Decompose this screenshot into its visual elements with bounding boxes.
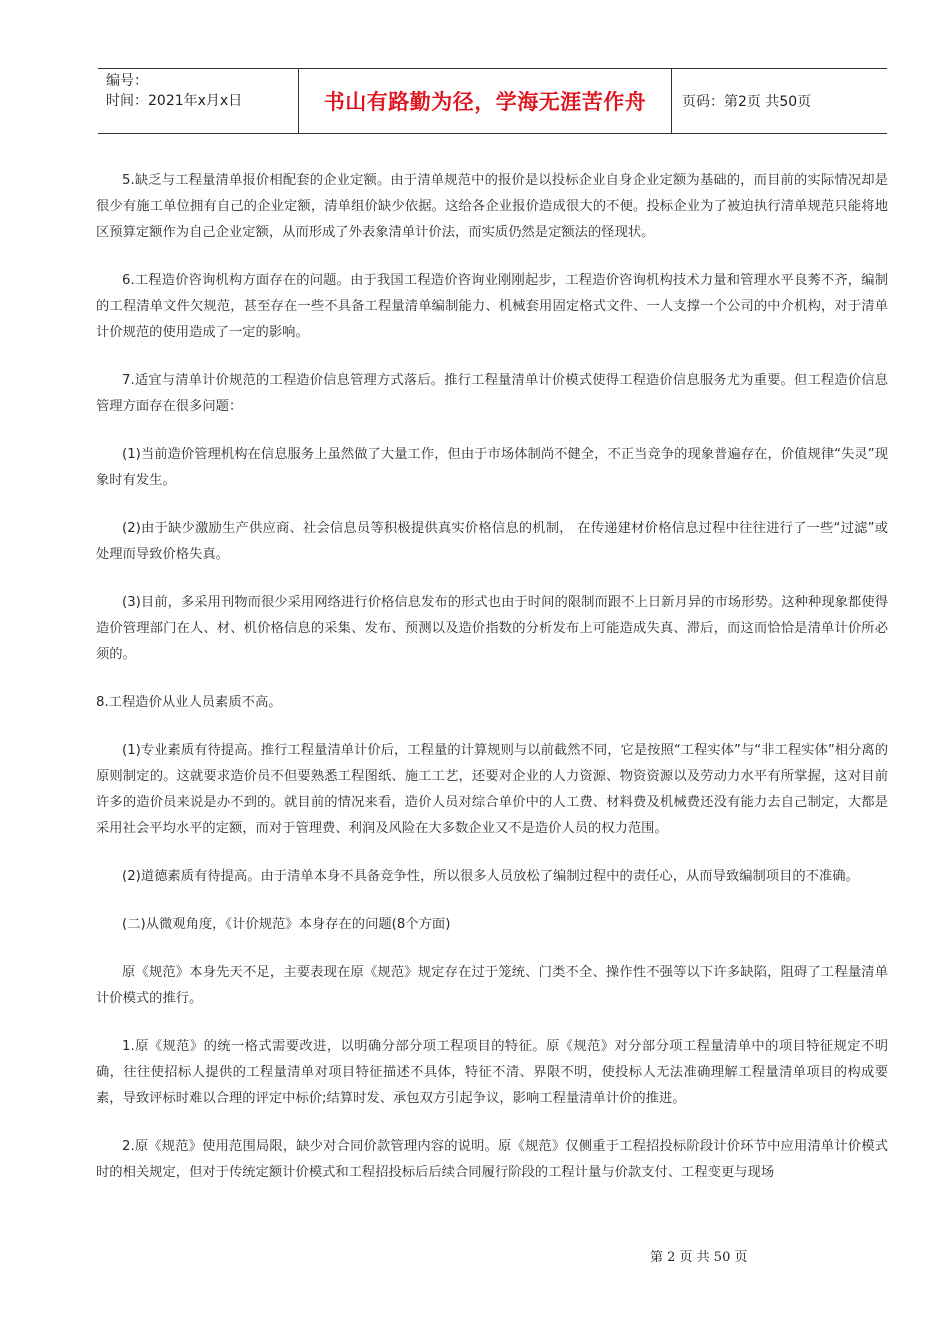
paragraph: 5.缺乏与工程量清单报价相配套的企业定额。由于清单规范中的报价是以投标企业自身企业定额为基础的，而目前的实际情况却是很少有施工单位拥有自己的企业定额，清单组价缺少依据。这给各企业报价造成很大的不便。投标企业为了被迫执行清单规范只能将地区预算定额作为自己企业定额，从而形成了外表象清单计价法，而实质仍然是定额法的怪现状。 [96, 173, 888, 240]
paragraph: 6.工程造价咨询机构方面存在的问题。由于我国工程造价咨询业刚刚起步，工程造价咨询机构技术力量和管理水平良莠不齐，编制的工程清单文件欠规范，甚至存在一些不具备工程量清单编制能力、机械套用固定格式文件、一人支撑一个公司的中介机构，对于清单计价规范的使用造成了一定的影响。 [96, 273, 888, 340]
header-motto: 书山有路勤为径，学海无涯苦作舟 [299, 69, 672, 133]
paragraph-heading: 8.工程造价从业人员素质不高。 [96, 695, 282, 710]
document-time-label: 时间：2021年x月x日 [106, 93, 243, 109]
page-header [98, 68, 887, 134]
paragraph: (1)当前造价管理机构在信息服务上虽然做了大量工作，但由于市场体制尚不健全，不正当竞争的现象普遍存在，价值规律“失灵”现象时有发生。 [96, 447, 888, 488]
page-footer: 第 2 页 共 50 页 [650, 1250, 748, 1265]
paragraph: (3)目前，多采用刊物而很少采用网络进行价格信息发布的形式也由于时间的限制而跟不上日新月异的市场形势。这种种现象都使得造价管理部门在人、材、机价格信息的采集、发布、预测以及造价指数的分析发布上可能造成失真、滞后，而这而恰恰是清单计价所必须的。 [96, 595, 888, 662]
paragraph: 1.原《规范》的统一格式需要改进，以明确分部分项工程项目的特征。原《规范》对分部分项工程量清单中的项目特征规定不明确，往往使招标人提供的工程量清单对项目特征描述不具体，特征不清、界限不明，使投标人无法准确理解工程量清单项目的构成要素，导致评标时难以合理的评定中标价;结算时发、承包双方引起争议，影响工程量清单计价的推进。 [96, 1039, 888, 1106]
paragraph: 原《规范》本身先天不足，主要表现在原《规范》规定存在过于笼统、门类不全、操作性不强等以下许多缺陷，阻碍了工程量清单计价模式的推行。 [96, 965, 888, 1006]
header-meta [98, 69, 299, 133]
section-heading: (二)从微观角度，《计价规范》本身存在的问题(8个方面) [122, 917, 451, 932]
paragraph: 2.原《规范》使用范围局限，缺少对合同价款管理内容的说明。原《规范》仅侧重于工程招投标阶段计价环节中应用清单计价模式时的相关规定，但对于传统定额计价模式和工程招投标后后续合同履行阶段的工程计量与价款支付、工程变更与现场 [96, 1139, 888, 1180]
paragraph: (1)专业素质有待提高。推行工程量清单计价后，工程量的计算规则与以前截然不同，它是按照“工程实体”与“非工程实体”相分离的原则制定的。这就要求造价员不但要熟悉工程图纸、施工工艺，还要对企业的人力资源、物资资源以及劳动力水平有所掌握，这对目前许多的造价员来说是办不到的。就目前的情况来看，造价人员对综合单价中的人工费、材料费及机械费还没有能力去自己制定，大都是采用社会平均水平的定额，而对于管理费、利润及风险在大多数企业又不是造价人员的权力范围。 [96, 743, 888, 836]
document-number-label: 编号： [106, 73, 148, 89]
document-body [96, 168, 888, 1208]
header-page-info: 页码：第2页 共50页 [682, 94, 812, 110]
paragraph: (2)道德素质有待提高。由于清单本身不具备竞争性，所以很多人员放松了编制过程中的责任心，从而导致编制项目的不准确。 [122, 869, 859, 884]
paragraph: 7.适宜与清单计价规范的工程造价信息管理方式落后。推行工程量清单计价模式使得工程造价信息服务尤为重要。但工程造价信息管理方面存在很多问题： [96, 373, 888, 414]
paragraph: (2)由于缺少激励生产供应商、社会信息员等积极提供真实价格信息的机制， 在传递建材价格信息过程中往往进行了一些“过滤”或处理而导致价格失真。 [96, 521, 888, 562]
